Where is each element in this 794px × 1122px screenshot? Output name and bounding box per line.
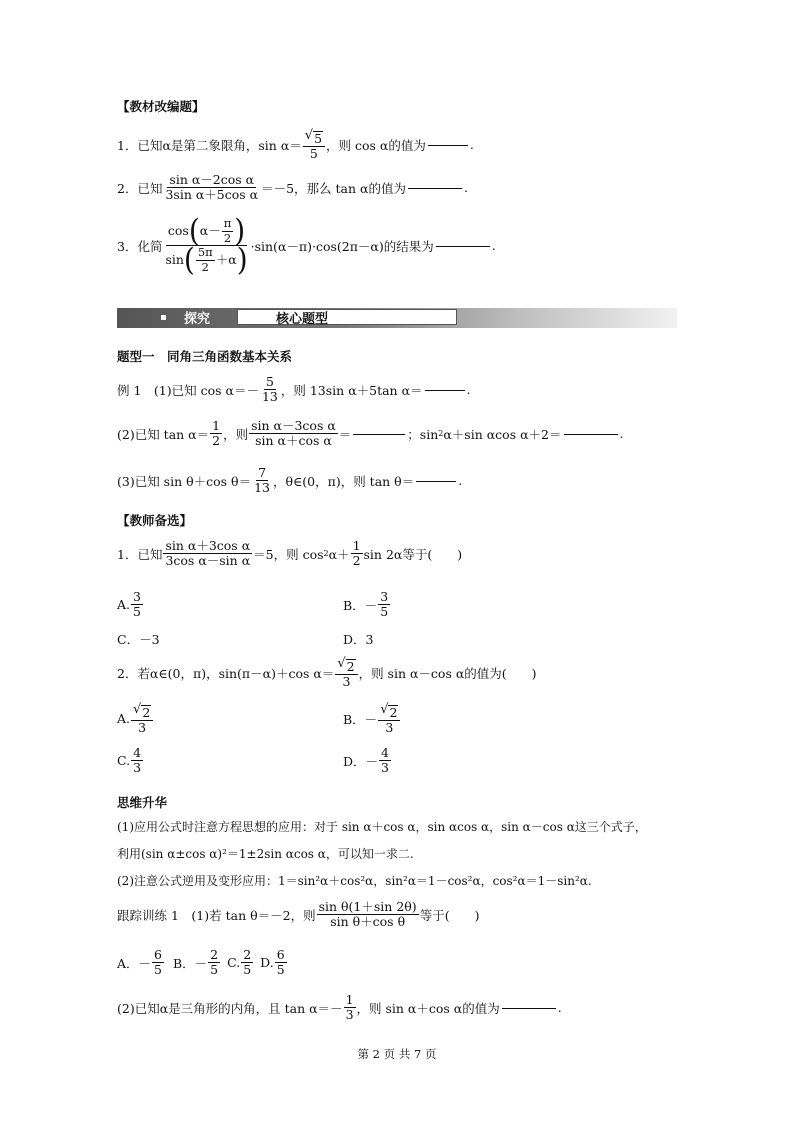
section-heading-teacher: 【教师备选】 (117, 513, 193, 528)
q2-text-post: ＝－5，那么 tan α的值为 (261, 180, 406, 196)
banner-left-label: 探究 (184, 311, 211, 327)
ex1a-text-post: ，则 13sin α＋5tan α＝ (280, 382, 423, 398)
ex1b-fraction-2: $\frac{\text{sin α－3cos α}}{\text{sin α＋cos α}}$ (251, 418, 336, 449)
track2-fraction: $\frac{1}{3}$ (345, 992, 354, 1023)
answer-blank (353, 433, 405, 435)
teacher-question-1: 1．已知 $\frac{\text{sin α＋3cos α}}{\text{3cos α－sin α}}$ ＝5，则 cos 2 α＋ $\frac{1}{2}$ sin 2α等于( ) (117, 538, 463, 569)
t1-text: 1．已知 (117, 546, 163, 562)
example-1-part-3: (3)已知 sin θ＋cos θ＝ $\frac{7}{13}$ ，θ∈(0，π)，则 tan θ＝ . (117, 465, 463, 496)
answer-blank (436, 245, 490, 247)
track1-fraction: $\frac{\text{sin θ(1＋sin 2θ)}}{\text{sin θ＋cos θ}}$ (318, 899, 417, 930)
option-d: D．－ $\frac{4}{3}$ (343, 745, 389, 776)
ex1c-fraction: $\frac{7}{13}$ (254, 465, 270, 496)
q3-fraction: cos ( α－ $\frac{\pi}{2}$ ) sin ( $\frac{5\pi}{2}$ ＋α ) (165, 212, 248, 278)
option-c: C. $\frac{4}{3}$ (117, 745, 142, 776)
answer-blank (502, 1007, 556, 1009)
think-line-3: (2)注意公式逆用及变形应用：1＝sin²α＋cos²α，sin²α＝1－cos²α，cos²α＝1－sin²α. (117, 874, 592, 888)
option-b: B．－ $\frac{3}{5}$ (343, 589, 389, 620)
ex1a-text: 例 1 (1)已知 cos α＝－ (117, 382, 259, 398)
ex1c-text-post: ，θ∈(0，π)，则 tan θ＝ (273, 473, 415, 489)
t2-text-post: ，则 sin α－cos α的值为( ) (358, 665, 537, 681)
think-heading: 思维升华 (117, 795, 168, 810)
example-1-part-1: 例 1 (1)已知 cos α＝－ $\frac{5}{13}$ ，则 13sin α＋5tan α＝ . (117, 374, 471, 405)
q1-text-post: ，则 cos α的值为 (326, 137, 426, 153)
t2-fraction: √ 2 3 (335, 656, 357, 690)
teacher-question-2 (117, 656, 537, 690)
answer-blank (564, 433, 618, 435)
ex1a-fraction: $\frac{5}{13}$ (261, 374, 278, 405)
page-footer: 第 2 页 共 7 页 (357, 1047, 437, 1061)
answer-blank (425, 389, 465, 391)
banner-right-label: 核心题型 (276, 311, 329, 327)
answer-blank (416, 480, 456, 482)
ex1b-text-mid: ，则 (223, 426, 249, 442)
type-heading: 题型一 同角三角函数基本关系 (117, 349, 293, 364)
option-b: B．－ √ 2 3 (343, 702, 401, 736)
q2-text: 2．已知 (117, 180, 163, 196)
think-line-2: 利用(sin α±cos α)²＝1±2sin αcos α，可以知一求二. (117, 847, 414, 861)
option-a: A. $\frac{3}{5}$ (117, 589, 141, 620)
ex1b-text-mid3: ；sin (407, 426, 439, 442)
answer-blank (428, 144, 468, 146)
t1-half: $\frac{1}{2}$ (352, 538, 361, 569)
t2-text: 2．若α∈(0，π)，sin(π－α)＋cos α＝ (117, 665, 335, 681)
t1-text-post2: α＋ (328, 546, 350, 562)
banner-square-icon (161, 315, 166, 320)
section-heading-textbook: 【教材改编题】 (117, 99, 205, 114)
answer-blank (408, 187, 462, 189)
t1-fraction: $\frac{\text{sin α＋3cos α}}{\text{3cos α－sin α}}$ (165, 538, 251, 569)
t1-text-post: ＝5，则 cos (253, 546, 324, 562)
q2-fraction: $\frac{\text{sin α－2cos α}}{\text{3sin α＋5cos α}}$ (165, 172, 259, 203)
track-question-2: (2)已知α是三角形的内角，且 tan α＝－ $\frac{1}{3}$ ，则 sin α＋cos α的值为 . (117, 992, 562, 1023)
ex1b-equals: ＝ (338, 426, 352, 442)
option-d: D．3 (343, 632, 374, 647)
q3-text: 3．化简 (117, 238, 163, 254)
think-line-1: (1)应用公式时注意方程思想的应用：对于 sin α＋cos α，sin αcos α，sin α－cos α这三个式子， (117, 820, 647, 834)
track1-text-post: 等于( ) (419, 907, 480, 923)
banner-label-box (237, 309, 457, 325)
track2-text: (2)已知α是三角形的内角，且 tan α＝－ (117, 1000, 343, 1016)
q3-text-post: ·sin(α－π)·cos(2π－α)的结果为 (250, 238, 434, 254)
section-banner (117, 308, 677, 328)
q1-text: 1．已知α是第二象限角，sin α＝ (117, 137, 302, 153)
question-3: 3．化简 cos ( α－ $\frac{\pi}{2}$ ) sin ( $\frac{5\pi}{2}$ ＋α ) ·sin(α－π)·cos(2π－α)的结果为 . (117, 212, 496, 278)
banner-left (125, 309, 210, 325)
question-2: 2．已知 $\frac{\text{sin α－2cos α}}{\text{3sin α＋5cos α}}$ ＝－5，那么 tan α的值为 . (117, 172, 468, 203)
q1-fraction: √ 5 5 (303, 128, 325, 162)
t1-text-post3: sin 2α等于( ) (363, 546, 463, 562)
example-1-part-2: (2)已知 tan α＝ $\frac{1}{2}$ ，则 $\frac{\text{sin α－3cos α}}{\text{sin α＋cos α}}$ ＝ ；sin 2 α＋sin αcos α＋2＝ . (117, 418, 624, 449)
option-a: A. √ 2 3 (117, 702, 154, 736)
track1-text: 跟踪训练 1 (1)若 tan θ＝－2，则 (117, 907, 316, 923)
question-1: 1．已知α是第二象限角，sin α＝ √ 5 5 ，则 cos α的值为 . (117, 128, 474, 162)
track-question-1 (117, 900, 479, 930)
ex1c-text: (3)已知 sin θ＋cos θ＝ (117, 473, 252, 489)
track2-text-post: ，则 sin α＋cos α的值为 (356, 1000, 500, 1016)
option-c: C．－3 (117, 632, 160, 647)
ex1b-text: (2)已知 tan α＝ (117, 426, 210, 442)
ex1b-fraction-1: $\frac{1}{2}$ (212, 418, 221, 449)
ex1b-text-mid4: α＋sin αcos α＋2＝ (443, 426, 562, 442)
track-options: A．－ $\frac{6}{5}$ B．－ $\frac{2}{5}$ C. $\frac{2}{5}$ D. $\frac{6}{5}$ (117, 947, 285, 978)
